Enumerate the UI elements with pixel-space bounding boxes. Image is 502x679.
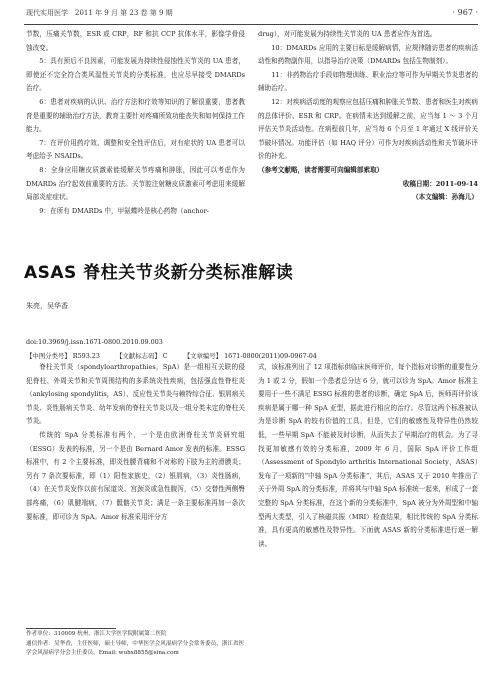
journal-header: 现代实用医学 2011 年 9 月 第 23 卷 第 9 期 [26,9,173,17]
paragraph: 传统的 SpA 分类标准有两个，一个是由欧洲脊柱关节炎研究组（ESSG）发表的标准，另一个是由 Bernard Amor 发表的标准。ESSG 标准中，有 2 个主要标准，即炎性腰背痛和不对称的下肢为主的滑膜炎；另有 7 条次要标准，即（1）阳性家族史，（2）银屑病，（3）炎性肠病，（4）在关节炎发作以前有尿道炎、宫颈炎或急性腹泻，（5）交替性两侧臀部疼痛，（6）肌腱端病，（7）骶髂关节炎；满足一条主要标准再加一条次要标准，即可诊为 SpA。Amor 标准采用评分方 [26,430,245,521]
paragraph: 6：患者对疾病的认识、治疗方法和疗效等知识的了解很重要，患者教育是重要的辅助治疗方法，教育主要针对疼痛所致功能丧失和如何保持工作能力。 [26,97,245,134]
article-title: ASAS 脊柱关节炎新分类标准解读 [24,263,294,283]
body-right-column [258,361,478,551]
editor-credit: （本文编辑：孙海儿） [412,193,478,202]
paragraph: drug），对可能发展为持续性关节炎的 UA 患者应作为首选。 [258,30,437,38]
clc-number: 【中图分类号】 R593.23 [26,352,100,360]
corresponding-author: 通信作者：吴华香，主任医师，硕士导师，中华医学会风湿病学分会常务委员，浙江省医学会风湿病学分会主任委员，Email: wuhx8855@sina.com [26,640,245,656]
paragraph: 9：在所有 DMARDs 中，甲氨蝶呤是核心药物（anchor- [39,206,209,215]
footnote [26,630,246,659]
paragraph: 5：具有预后不良因素，可能发展为持续性侵蚀性关节炎的 UA 患者，即使还不完全符合类风湿性关节炎的分类标准，也应尽早接受 DMARDs 治疗。 [26,57,245,93]
top-left-column [26,28,245,218]
paragraph: 节数，压痛关节数，ESR 或 CRP，RF 和抗 CCP 抗体水平，影像学骨侵蚀改变。 [26,30,245,52]
header-rule [24,24,478,25]
page-number: · 967 · [452,8,478,17]
paragraph: 8：全身应用糖皮质激素能缓解关节疼痛和肿胀，因此可以考虑作为 DMARDs 治疗起效前重要的方法。关节腔注射糖皮质激素可考虑用来缓解局部炎症症状。 [26,165,245,202]
body-left-column [26,361,245,524]
paragraph: 12：对疾病活动度的观察应包括压痛和肿胀关节数、患者和医生对疾病的总体评价、ESR 和 CRP。在病情未达到缓解之前，应当每 1 ～ 3 个月评估关节炎活动性。在病程前几年，应当每 6 个月至 1 年通过 X 线评价关节破坏情况。功能评估（如 HAQ 评分）可作为对疾病活动性和关节破坏评价的补充。 [258,97,478,161]
doi: doi:10.3969/j.issn.1671-0800.2010.09.003 [26,338,163,346]
article-number: 【文章编号】 1671-0800(2011)09-0967-04 [183,352,317,360]
footnote-rule [26,628,116,629]
references-note: （参考文献略，读者需要可向编辑部索取） [258,165,384,174]
paragraph: 式，该标准列出了 12 项指标供临床医师评价，每个指标对诊断的重要性分为 1 或 2 分，假如一个患者总分达 6 分，就可以诊为 SpA。Amor 标准主要用于一些不满足 ESSG 标准的患者的诊断，确定 SpA 后，医师再评价该疾病是属于哪一种 SpA 亚型，据此进行相应的治疗。尽管这两个标准被认为是诊断 SpA 的较有价值的工具，但是，它们的敏感性及特异性仍然较低，一些早期 SpA 不能被及时诊断，从而失去了早期治疗的机会。为了寻找更加敏感有效的分类标准，2009 年 6 月，国际 SpA 评价工作组（Assessment of Spondylo arthritis International Society，ASAS）发布了一项新的“中轴 SpA 分类标准”，其后，ASAS 又于 2010 年推出了关于外周 SpA 的分类标准，并将其与中轴 SpA 标准统一起来，形成了一套完整的 SpA 分类标准，在这个新的分类标准中，SpA 被分为外周型和中轴型两大类型，引入了核磁共振（MRI）检查结果，相比传统的 SpA 分类标准，具有更高的敏感性及特异性。下面就 ASAS 新的分类标准进行逐一解读。 [258,363,479,548]
paragraph: 7：在评价用药疗效、调整和安全性评估后，对有症状的 UA 患者可以考虑给予 NSAIDs。 [26,138,245,161]
paragraph: 11：非药物治疗手段如物理训练、职业治疗等可作为早期关节炎患者的辅助治疗。 [258,70,478,93]
received-date: 收稿日期：2011-09-14 [402,179,478,188]
author-unit: 作者单位：310009 杭州，浙江大学医学院附属第二医院 [26,631,167,637]
paragraph: 脊柱关节炎（spondyloarthropathies，SpA）是一组相互关联的侵犯脊柱、外周关节和关节周围结构的多系统炎性疾病，包括强直性脊柱炎（ankylosing spondylitis，AS）、反应性关节炎与赖特综合征、银屑病关节炎、炎性肠病关节炎、幼年发病的脊柱关节炎以及一组分类未定的脊柱关节炎。 [26,363,245,426]
paragraph: 10：DMARDs 应用的主要目标是缓解病情，应规律随访患者的疾病活动性和药物副作用，以指导治疗决策（DMARDs 包括生物制剂）。 [258,43,478,66]
document-code: 【文献标志码】 C [116,352,168,360]
top-right-column [258,28,478,205]
classification-line [26,351,331,360]
authors: 朱亮，吴华香 [26,302,68,310]
